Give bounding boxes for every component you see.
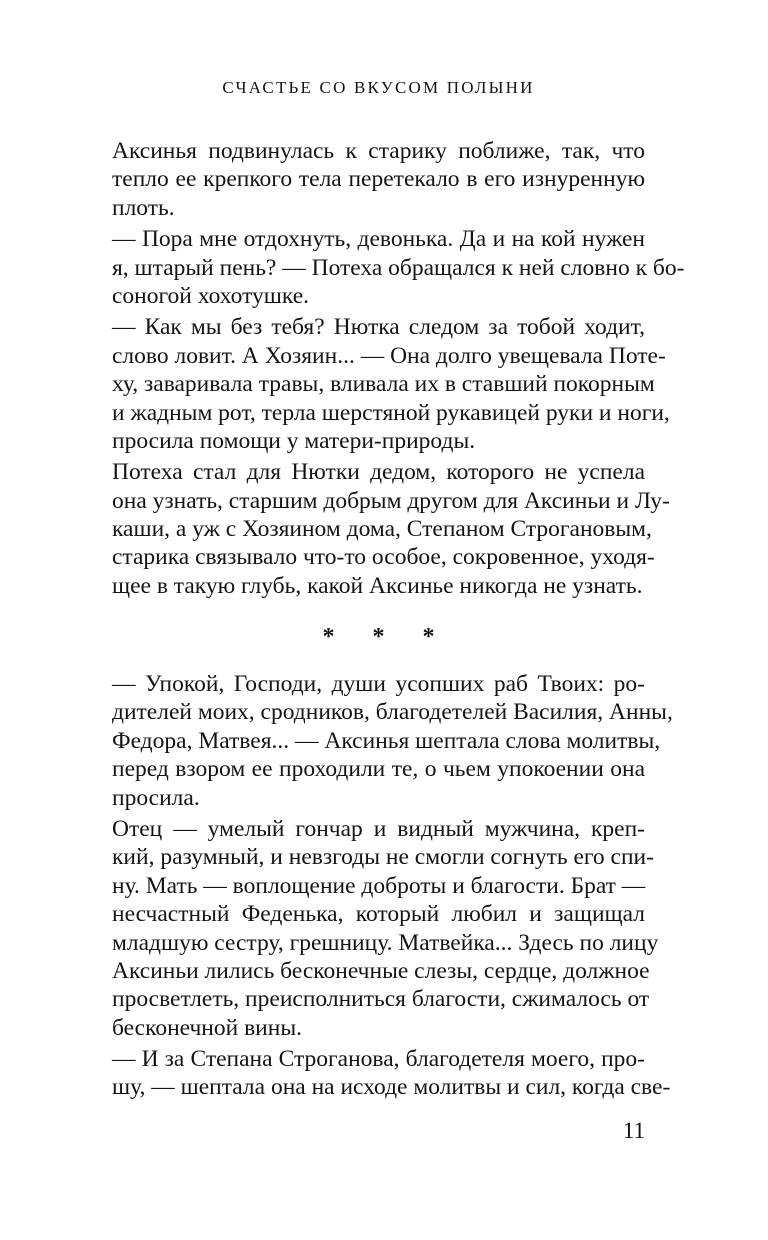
text-line: Аксиньи лились бесконечные слезы, сердце, должное <box>112 957 650 984</box>
paragraph <box>112 458 670 600</box>
text-line: Потеха стал для Нютки дедом, которого не успела <box>112 459 645 486</box>
text-line: и жадным рот, терла шерстяной рукавицей руки и ноги, <box>112 399 670 426</box>
text-line: тепло ее крепкого тела перетекало в его изнуренную <box>112 166 645 193</box>
text-line: просветлеть, преисполниться благости, сжималось от <box>112 986 650 1013</box>
text-line: дителей моих, сродников, благодетелей Василия, Анны, <box>112 699 673 726</box>
text-line: просила. <box>112 784 200 811</box>
paragraph <box>112 313 670 455</box>
text-line: — Пора мне отдохнуть, девонька. Да и на кой нужен <box>112 226 645 253</box>
text-line: несчастный Феденька, который любил и защищал <box>112 901 645 928</box>
running-title: СЧАСТЬЕ СО ВКУСОМ ПОЛЫНИ <box>222 78 535 97</box>
paragraph <box>112 137 645 222</box>
text-line: она узнать, старшим добрым другом для Аксиньи и Лу- <box>112 487 670 514</box>
paragraph <box>112 1045 671 1102</box>
text-line: Аксинья подвинулась к старику поближе, так, что <box>112 138 645 164</box>
section-separator: * * * <box>322 624 451 650</box>
text-line: Федора, Матвея... — Аксинья шептала слова молитвы, <box>112 727 661 754</box>
text-line: — Как мы без тебя? Нютка следом за тобой ходит, <box>112 314 645 341</box>
text-line: просила помощи у матери-природы. <box>112 427 476 454</box>
text-line: перед взором ее проходили те, о чьем упокоении она <box>112 756 645 783</box>
text-line: кий, разумный, и невзгоды не смогли согнуть его спи- <box>112 844 654 871</box>
text-line: я, штарый пень? — Потеха обращался к ней словно к бо- <box>112 254 685 281</box>
paragraph <box>112 225 685 310</box>
text-line: щее в такую глубь, какой Аксинье никогда не узнать. <box>112 572 643 599</box>
text-line: Отец — умелый гончар и видный мужчина, креп- <box>112 815 645 842</box>
text-line: ну. Мать — воплощение доброты и благости. Брат — <box>112 872 646 899</box>
text-section-2 <box>112 670 673 1105</box>
text-line: бесконечной вины. <box>112 1014 302 1041</box>
text-line: шу, — шептала она на исходе молитвы и сил, когда све- <box>112 1074 671 1101</box>
paragraph <box>112 670 673 812</box>
text-line: слово ловит. А Хозяин... — Она долго увещевала Поте- <box>112 342 666 369</box>
page-number: 11 <box>622 1118 645 1143</box>
paragraph <box>112 815 659 1042</box>
text-line: соногой хохотушке. <box>112 282 310 309</box>
text-line: младшую сестру, грешницу. Матвейка... Здесь по лицу <box>112 929 659 956</box>
book-page <box>112 0 685 1240</box>
text-line: каши, а уж с Хозяином дома, Степаном Строгановым, <box>112 516 652 543</box>
text-section-1 <box>112 137 685 603</box>
text-line: старика связывало что-то особое, сокровенное, уходя- <box>112 544 655 571</box>
text-line: — Упокой, Господи, души усопших раб Твоих: ро- <box>112 671 645 697</box>
text-line: плоть. <box>112 194 175 221</box>
text-line: — И за Степана Строганова, благодетеля моего, про- <box>112 1046 645 1073</box>
text-line: ху, заваривала травы, вливала их в ставший покорным <box>112 371 655 398</box>
